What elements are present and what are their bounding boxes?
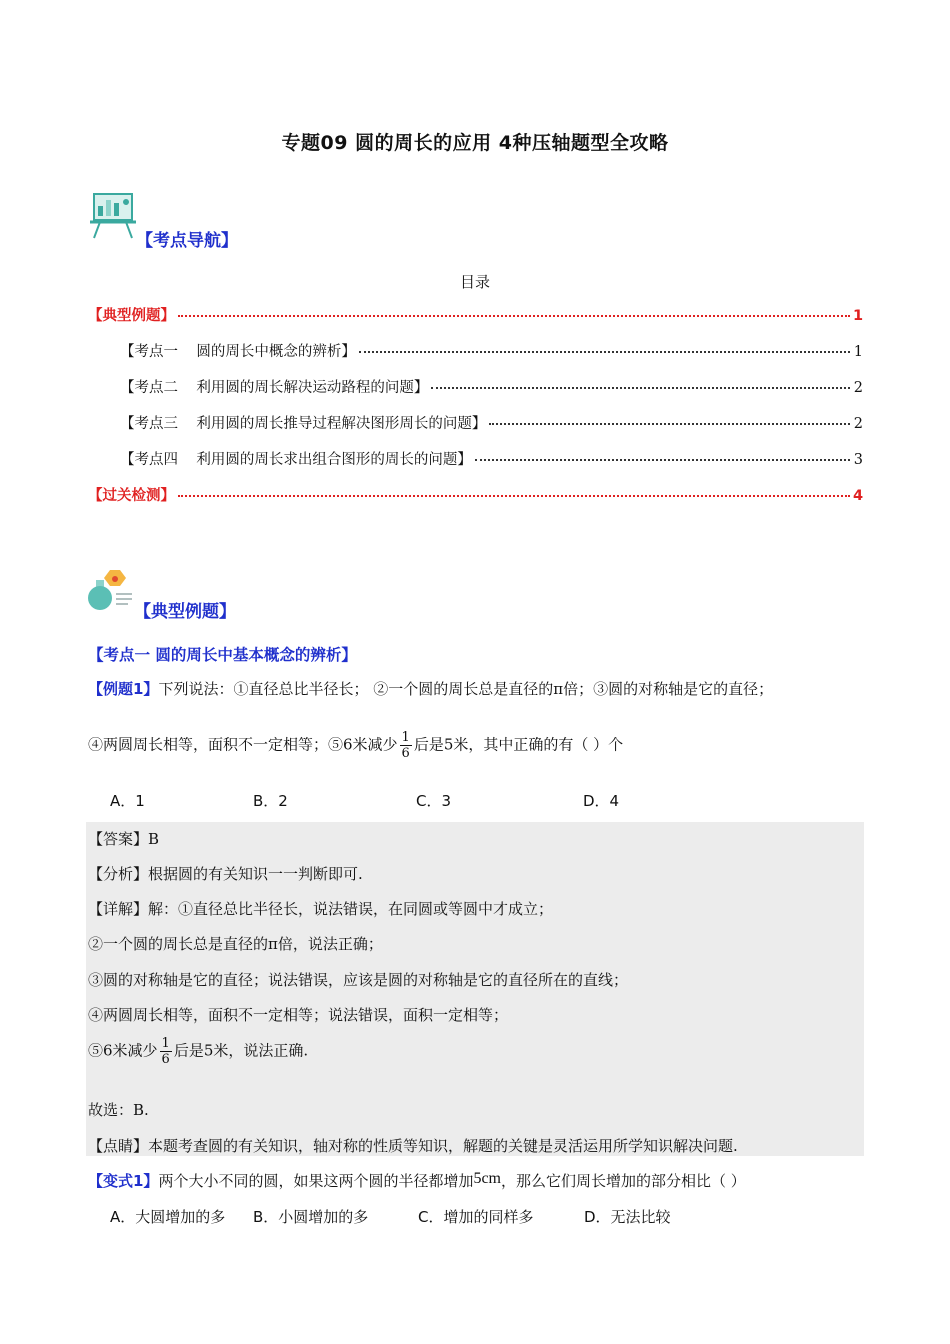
option-d[interactable]: D．4	[583, 792, 620, 810]
example-1-line-1	[88, 678, 773, 699]
variant-option-b[interactable]: B．小圆增加的多	[253, 1208, 369, 1226]
example-text: ④两圆周长相等，面积不一定相等；⑤6米减少	[88, 735, 398, 754]
option-c[interactable]: C．3	[416, 792, 452, 810]
toc-entry-page: 4	[853, 488, 864, 504]
toc-entry-label: 【考点四 利用圆的周长求出组合图形的周长的问题】	[120, 452, 472, 468]
example-text: 下列说法：①直径总比半径长； ②一个圆的周长总是直径的π倍；③圆的对称轴是它的直径；	[158, 680, 774, 698]
variant-1-question: 【变式1】两个大小不同的圆，如果这两个圆的半径都增加5cm，那么它们周长增加的部分相比（ ）	[88, 1170, 746, 1190]
toc-entry-kaodian-3[interactable]	[120, 412, 863, 433]
detail-line: ④两圆周长相等，面积不一定相等；说法错误，面积一定相等；	[88, 1006, 509, 1024]
variant-option-a[interactable]: A．大圆增加的多	[110, 1208, 226, 1226]
answer-line: 【答案】B	[88, 830, 160, 848]
example-text: 后是5米，其中正确的有（ ）个	[413, 735, 624, 754]
examples-heading: 【典型例题】	[134, 602, 236, 622]
toc-entry-page: 2	[853, 380, 863, 396]
detail-line-fraction: ⑤6米减少 $\frac{1}{6}$ 后是5米，说法正确.	[88, 1036, 309, 1067]
example-tag: 【例题1】	[88, 680, 159, 698]
detail-line: ②一个圆的周长总是直径的π倍，说法正确；	[88, 935, 383, 953]
presentation-board-icon	[88, 188, 138, 240]
variant-option-c[interactable]: C．增加的同样多	[418, 1208, 534, 1226]
toc-entry-label: 【考点三 利用圆的周长推导过程解决图形周长的问题】	[120, 416, 487, 432]
toc-entry-kaodian-4[interactable]	[120, 448, 863, 469]
toc-entry-kaodian-2[interactable]	[120, 376, 863, 397]
toc-entry-kaodian-1[interactable]	[120, 340, 863, 361]
variant-tag: 【变式1】	[88, 1172, 159, 1190]
toc-entry-label: 【考点二 利用圆的周长解决运动路程的问题】	[120, 380, 429, 396]
option-b[interactable]: B．2	[253, 792, 288, 810]
toc-entry-label: 【考点一 圆的周长中概念的辨析】	[120, 344, 356, 360]
fraction: $\frac{1}{6}$	[401, 730, 410, 761]
fraction: $\frac{1}{6}$	[161, 1036, 170, 1067]
unit: 5cm	[473, 1170, 501, 1187]
detail-line: ③圆的对称轴是它的直径；说法错误，应该是圆的对称轴是它的直径所在的直线；	[88, 971, 629, 989]
flask-icon	[86, 568, 136, 614]
toc-title: 目录	[459, 273, 490, 291]
variant-option-d[interactable]: D．无法比较	[584, 1208, 671, 1226]
toc-entry-page: 2	[853, 416, 863, 432]
toc-entry-page: 3	[853, 452, 863, 468]
page-title: 专题09 圆的周长的应用 4种压轴题型全攻略	[281, 132, 669, 154]
toc-entry-checkpoint[interactable]	[88, 484, 863, 505]
example-1-line-2	[88, 730, 623, 761]
toc-entry-label: 【过关检测】	[88, 488, 175, 504]
option-a[interactable]: A．1	[110, 792, 145, 810]
kaodian-1-heading: 【考点一 圆的周长中基本概念的辨析】	[88, 646, 357, 664]
analysis-line: 【分析】根据圆的有关知识一一判断即可.	[88, 865, 363, 883]
toc-entry-page: 1	[853, 308, 864, 324]
toc-entry-label: 【典型例题】	[88, 308, 175, 324]
detail-line: 【详解】解：①直径总比半径长，说法错误，在同圆或等圆中才成立；	[88, 900, 554, 918]
choice-line: 故选：B.	[88, 1101, 149, 1119]
toc-entry-examples[interactable]	[88, 304, 863, 325]
comment-line: 【点睛】本题考查圆的有关知识，轴对称的性质等知识，解题的关键是灵活运用所学知识解决问题.	[88, 1137, 738, 1155]
nav-heading: 【考点导航】	[136, 231, 238, 251]
toc-entry-page: 1	[853, 344, 863, 360]
